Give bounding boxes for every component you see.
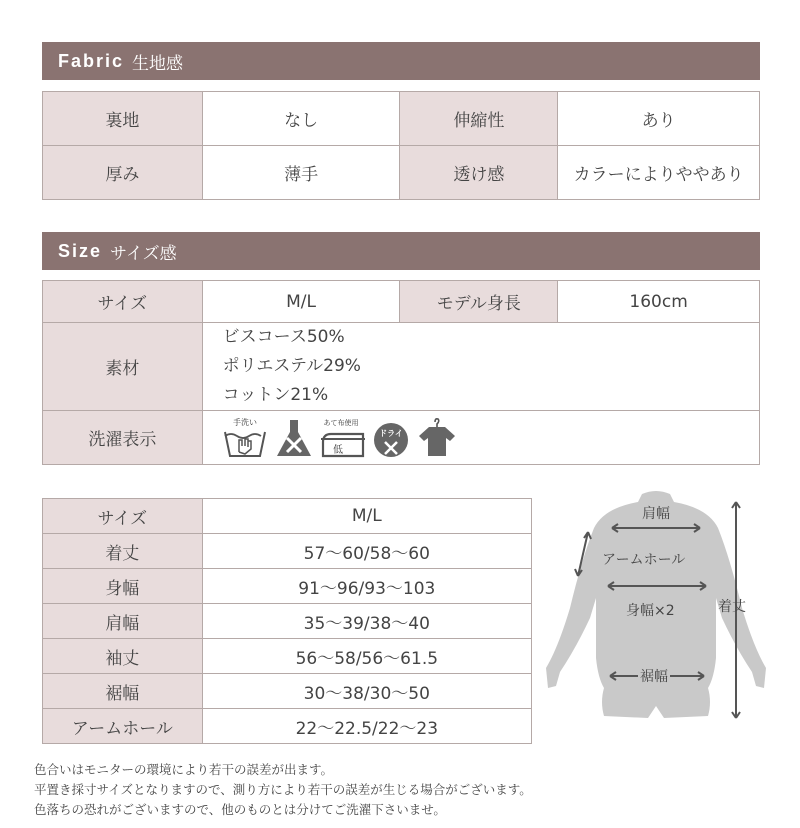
care-label: 洗濯表示	[43, 411, 203, 465]
no-bleach-icon	[273, 416, 315, 460]
size-title-jp: サイズ感	[110, 243, 177, 264]
table-row	[43, 639, 532, 674]
iron-cloth-text: あて布使用	[323, 418, 359, 427]
diagram-length-label: 着丈	[718, 599, 746, 615]
note-line: 色落ちの恐れがございますので、他のものとは分けてご洗濯下さいませ。	[34, 802, 446, 817]
table-row	[43, 92, 760, 146]
hand-wash-icon	[221, 416, 269, 460]
measure-header-value: M/L	[202, 499, 531, 534]
lining-value: なし	[202, 92, 400, 146]
shoulder-width-value: 35〜39/38〜40	[202, 604, 531, 639]
fabric-table	[42, 91, 760, 200]
diagram-chest-label: 身幅×2	[626, 603, 675, 619]
fabric-section-header	[42, 42, 760, 80]
diagram-shoulder-label: 肩幅	[642, 506, 670, 522]
no-dry-clean-icon	[371, 416, 411, 460]
size-table	[42, 280, 760, 465]
size-section-header	[42, 232, 760, 270]
size-title-en: Size	[58, 240, 103, 261]
armhole-value: 22〜22.5/22〜23	[202, 709, 531, 744]
low-iron-cloth-icon	[319, 416, 367, 460]
garment-diagram	[540, 488, 780, 728]
table-row	[43, 674, 532, 709]
body-width-value: 91〜96/93〜103	[202, 569, 531, 604]
sleeve-length-label: 袖丈	[43, 639, 203, 674]
measure-header-label: サイズ	[43, 499, 203, 534]
hem-width-value: 30〜38/30〜50	[202, 674, 531, 709]
material-item: ビスコース50%	[222, 327, 345, 347]
hand-wash-text: 手洗い	[232, 417, 257, 427]
table-row	[43, 569, 532, 604]
model-height-value: 160cm	[558, 281, 760, 323]
diagram-hem-label: 裾幅	[638, 666, 670, 686]
fabric-title-en: Fabric	[58, 50, 125, 71]
sheerness-label: 透け感	[400, 146, 558, 200]
sheerness-value: カラーによりややあり	[558, 146, 760, 200]
table-row	[43, 604, 532, 639]
dry-text: ドライ	[378, 428, 403, 438]
length-value: 57〜60/58〜60	[202, 534, 531, 569]
note-line: 色合いはモニターの環境により若干の誤差が出ます。	[34, 762, 334, 777]
thickness-value: 薄手	[202, 146, 400, 200]
length-label: 着丈	[43, 534, 203, 569]
table-row	[43, 709, 532, 744]
measurement-table	[42, 498, 532, 744]
material-item: コットン21%	[222, 385, 329, 405]
stretch-label: 伸縮性	[400, 92, 558, 146]
body-width-label: 身幅	[43, 569, 203, 604]
material-list	[202, 323, 759, 411]
diagram-armhole-label: アームホール	[602, 552, 686, 568]
low-temp-text: 低	[332, 444, 343, 456]
armhole-label: アームホール	[43, 709, 203, 744]
note-line: 平置き採寸サイズとなりますので、測り方により若干の誤差が生じる場合がございます。	[34, 782, 532, 797]
material-item: ポリエステル29%	[222, 356, 361, 376]
hang-dry-icon	[415, 416, 459, 460]
size-label: サイズ	[43, 281, 203, 323]
stretch-value: あり	[558, 92, 760, 146]
table-row	[43, 411, 760, 465]
thickness-label: 厚み	[43, 146, 203, 200]
table-row	[43, 146, 760, 200]
lining-label: 裏地	[43, 92, 203, 146]
size-value: M/L	[202, 281, 400, 323]
fabric-title-jp: 生地感	[132, 53, 184, 74]
material-label: 素材	[43, 323, 203, 411]
table-row	[43, 499, 532, 534]
table-row	[43, 534, 532, 569]
table-row	[43, 323, 760, 411]
shoulder-width-label: 肩幅	[43, 604, 203, 639]
table-row	[43, 281, 760, 323]
hem-width-label: 裾幅	[43, 674, 203, 709]
care-icons-cell	[202, 411, 759, 465]
notes	[34, 760, 532, 820]
sleeve-length-value: 56〜58/56〜61.5	[202, 639, 531, 674]
model-height-label: モデル身長	[400, 281, 558, 323]
